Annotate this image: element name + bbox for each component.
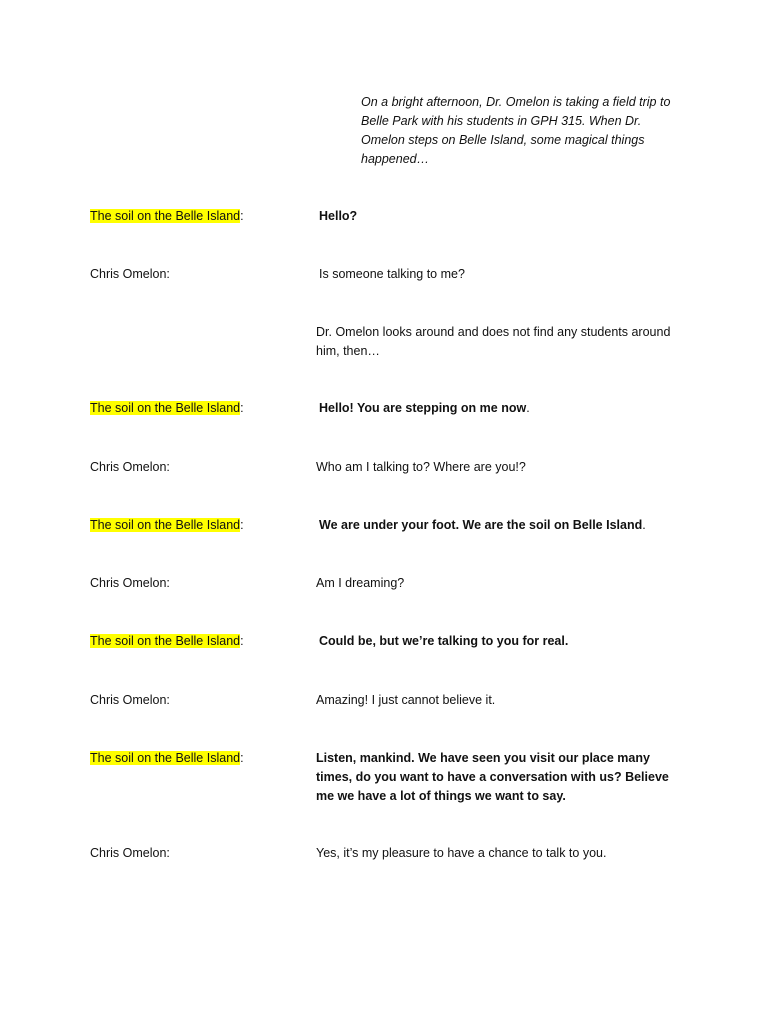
soil-line-3-end: . bbox=[642, 518, 646, 532]
soil-line-2-end: . bbox=[526, 401, 530, 415]
speaker-colon: : bbox=[240, 634, 244, 648]
speaker-highlight: The soil on the Belle Island bbox=[90, 751, 241, 765]
speaker-soil-1 bbox=[90, 207, 310, 226]
speaker-colon: : bbox=[240, 518, 244, 532]
speaker-chris-5: Chris Omelon: bbox=[90, 846, 170, 860]
speaker-chris-1: Chris Omelon: bbox=[90, 267, 170, 281]
speaker-colon: : bbox=[240, 401, 244, 415]
speaker-highlight: The soil on the Belle Island bbox=[90, 209, 241, 223]
speaker-chris-4: Chris Omelon: bbox=[90, 693, 170, 707]
chris-line-1: Is someone talking to me? bbox=[319, 267, 465, 281]
narration-line: Dr. Omelon looks around and does not find any students around him, then… bbox=[316, 325, 671, 358]
chris-line-5: Yes, it’s my pleasure to have a chance to talk to you. bbox=[316, 846, 607, 860]
speaker-highlight: The soil on the Belle Island bbox=[90, 518, 241, 532]
speaker-soil-4 bbox=[90, 632, 310, 651]
speaker-chris-3: Chris Omelon: bbox=[90, 576, 170, 590]
soil-line-2 bbox=[319, 399, 689, 418]
speaker-highlight: The soil on the Belle Island bbox=[90, 401, 241, 415]
speaker-colon: : bbox=[240, 751, 244, 765]
speaker-soil-3 bbox=[90, 516, 310, 535]
speaker-colon: : bbox=[240, 209, 244, 223]
soil-line-3 bbox=[319, 516, 689, 535]
intro-narration: On a bright afternoon, Dr. Omelon is taking a field trip to Belle Park with his students in GPH 315. When Dr. Omelon steps on Belle Island, some magical things happened… bbox=[361, 95, 671, 166]
soil-line-1: Hello? bbox=[319, 209, 358, 223]
soil-line-4: Could be, but we’re talking to you for real. bbox=[319, 634, 569, 648]
chris-line-2: Who am I talking to? Where are you!? bbox=[316, 460, 526, 474]
chris-line-4: Amazing! I just cannot believe it. bbox=[316, 693, 496, 707]
chris-line-3: Am I dreaming? bbox=[316, 576, 405, 590]
soil-line-5: Listen, mankind. We have seen you visit our place many times, do you want to have a conversation with us? Believe me we have a lot of things we want to say. bbox=[316, 751, 669, 803]
soil-line-3-bold: We are under your foot. We are the soil on Belle Island bbox=[319, 518, 643, 532]
speaker-soil-2 bbox=[90, 399, 310, 418]
soil-line-2-bold: Hello! You are stepping on me now bbox=[319, 401, 527, 415]
speaker-soil-5 bbox=[90, 749, 310, 768]
speaker-chris-2: Chris Omelon: bbox=[90, 460, 170, 474]
speaker-highlight: The soil on the Belle Island bbox=[90, 634, 241, 648]
